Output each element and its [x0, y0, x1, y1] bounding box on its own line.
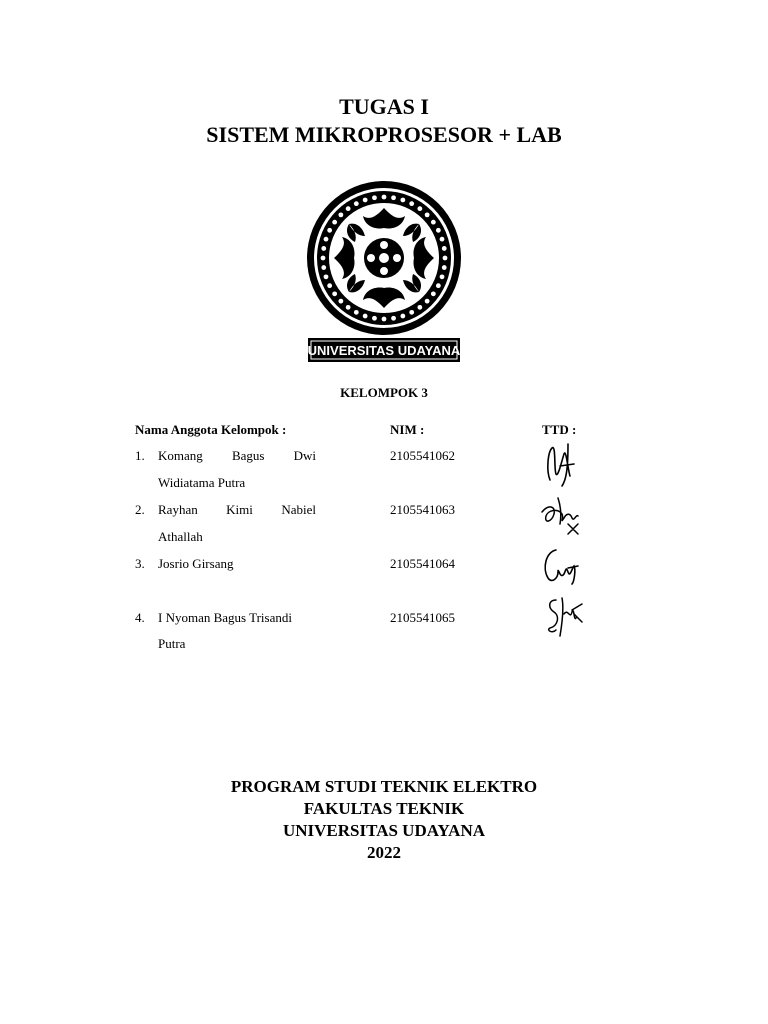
- logo-banner-text: UNIVERSITAS UDAYANA: [307, 343, 461, 358]
- group-label: KELOMPOK 3: [340, 385, 428, 400]
- member-nim: 2105541065: [390, 610, 455, 625]
- footer-faculty: FAKULTAS TEKNIK: [303, 799, 465, 818]
- member-nim: 2105541062: [390, 448, 455, 463]
- row-number: 2.: [135, 502, 145, 517]
- member-name: I Nyoman Bagus Trisandi: [158, 610, 292, 625]
- header-nim: NIM :: [390, 422, 425, 437]
- row-number: 4.: [135, 610, 145, 625]
- university-logo: [305, 180, 463, 367]
- header-name: Nama Anggota Kelompok :: [135, 422, 287, 437]
- document-title: TUGAS I: [339, 94, 429, 119]
- signature-4: [542, 594, 586, 640]
- member-nim: 2105541063: [390, 502, 455, 517]
- member-name: Josrio Girsang: [158, 556, 234, 571]
- member-name-continued: Athallah: [158, 529, 203, 544]
- member-name-continued: Widiatama Putra: [158, 475, 246, 490]
- signature-1: [540, 440, 580, 490]
- row-number: 3.: [135, 556, 145, 571]
- header-ttd: TTD :: [542, 422, 577, 437]
- signature-3: [540, 544, 582, 586]
- member-name: Komang Bagus Dwi: [158, 448, 316, 463]
- footer-university: UNIVERSITAS UDAYANA: [282, 821, 485, 840]
- footer-year: 2022: [367, 843, 401, 862]
- signature-2: [538, 494, 584, 540]
- footer-program: PROGRAM STUDI TEKNIK ELEKTRO: [230, 777, 538, 796]
- member-name-continued: Putra: [158, 636, 186, 651]
- member-name: Rayhan Kimi Nabiel: [158, 502, 316, 517]
- row-number: 1.: [135, 448, 145, 463]
- document-subtitle: SISTEM MIKROPROSESOR + LAB: [206, 122, 562, 147]
- logo-emblem-icon: [307, 181, 461, 335]
- member-nim: 2105541064: [390, 556, 455, 571]
